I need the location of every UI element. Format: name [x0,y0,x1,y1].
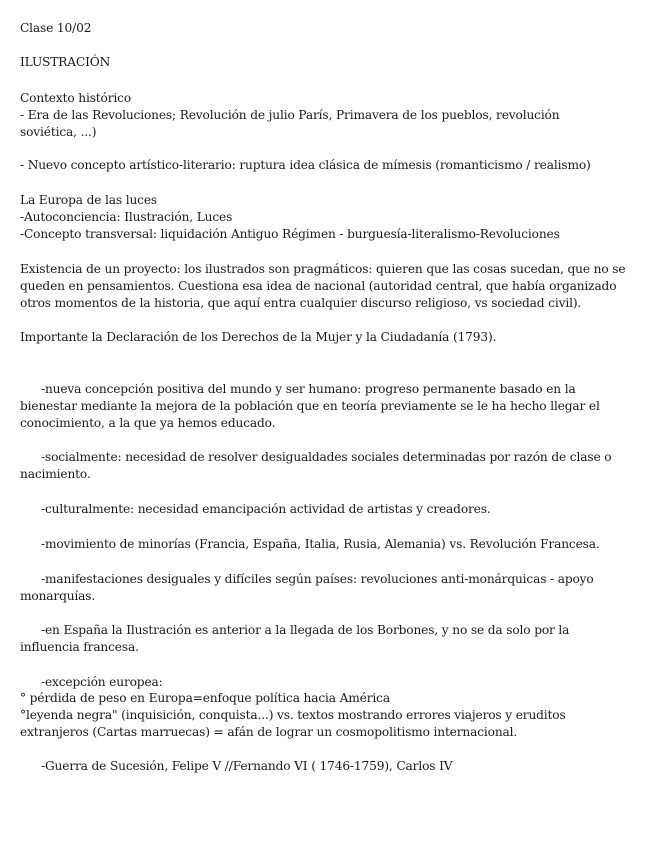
text-line: ° pérdida de peso en Europa=enfoque política hacia América [20,691,390,705]
text-line: - Nuevo concepto artístico-literario: ruptura idea clásica de mímesis (romanticismo / realismo) [20,158,591,172]
text-line: conocimiento, a la que ya hemos educado. [20,416,276,430]
text-line: °leyenda negra" (inquisición, conquista...) vs. textos mostrando errores viajeros y eruditos [20,708,566,722]
text-line: monarquías. [20,589,96,603]
document-title: ILUSTRACIÓN [20,55,111,69]
text-line: otros momentos de la historia, que aquí entra cualquier discurso religioso, vs sociedad civil). [20,296,582,310]
text-line: Importante la Declaración de los Derechos de la Mujer y la Ciudadanía (1793). [20,330,497,344]
text-line: queden en pensamientos. Cuestiona esa idea de nacional (autoridad central, que había organizado [20,279,617,293]
contexto-heading: Contexto histórico [20,91,132,105]
text-line: bienestar mediante la mejora de la población que en teoría previamente se le ha hecho llegar el [20,399,600,413]
text-line: -excepción europea: [41,675,163,689]
text-line: -movimiento de minorías (Francia, España, Italia, Rusia, Alemania) vs. Revolución Francesa. [41,537,600,551]
text-line: nacimiento. [20,467,91,481]
text-line: - Era de las Revoluciones; Revolución de julio París, Primavera de los pueblos, revolución [20,108,560,122]
text-line: influencia francesa. [20,640,139,654]
class-date: Clase 10/02 [20,21,92,35]
text-line: -Concepto transversal: liquidación Antiguo Régimen - burguesía-literalismo-Revoluciones [20,227,560,241]
text-line: Existencia de un proyecto: los ilustrados son pragmáticos: quieren que las cosas sucedan, que no se [20,262,626,276]
text-line: -socialmente: necesidad de resolver desigualdades sociales determinadas por razón de clase o [41,450,612,464]
text-line: extranjeros (Cartas marruecas) = afán de lograr un cosmopolitismo internacional. [20,725,518,739]
europa-heading: La Europa de las luces [20,193,158,207]
text-line: -Guerra de Sucesión, Felipe V //Fernando VI ( 1746-1759), Carlos IV [41,759,453,773]
text-line: -en España la Ilustración es anterior a la llegada de los Borbones, y no se da solo por la [41,623,570,637]
text-line: -culturalmente: necesidad emancipación actividad de artistas y creadores. [41,502,491,516]
text-line: -manifestaciones desiguales y difíciles según países: revoluciones anti-monárquicas - apoyo [41,572,594,586]
text-line: -Autoconciencia: Ilustración, Luces [20,210,233,224]
text-line: soviética, ...) [20,125,97,139]
text-line: -nueva concepción positiva del mundo y ser humano: progreso permanente basado en la [41,382,576,396]
